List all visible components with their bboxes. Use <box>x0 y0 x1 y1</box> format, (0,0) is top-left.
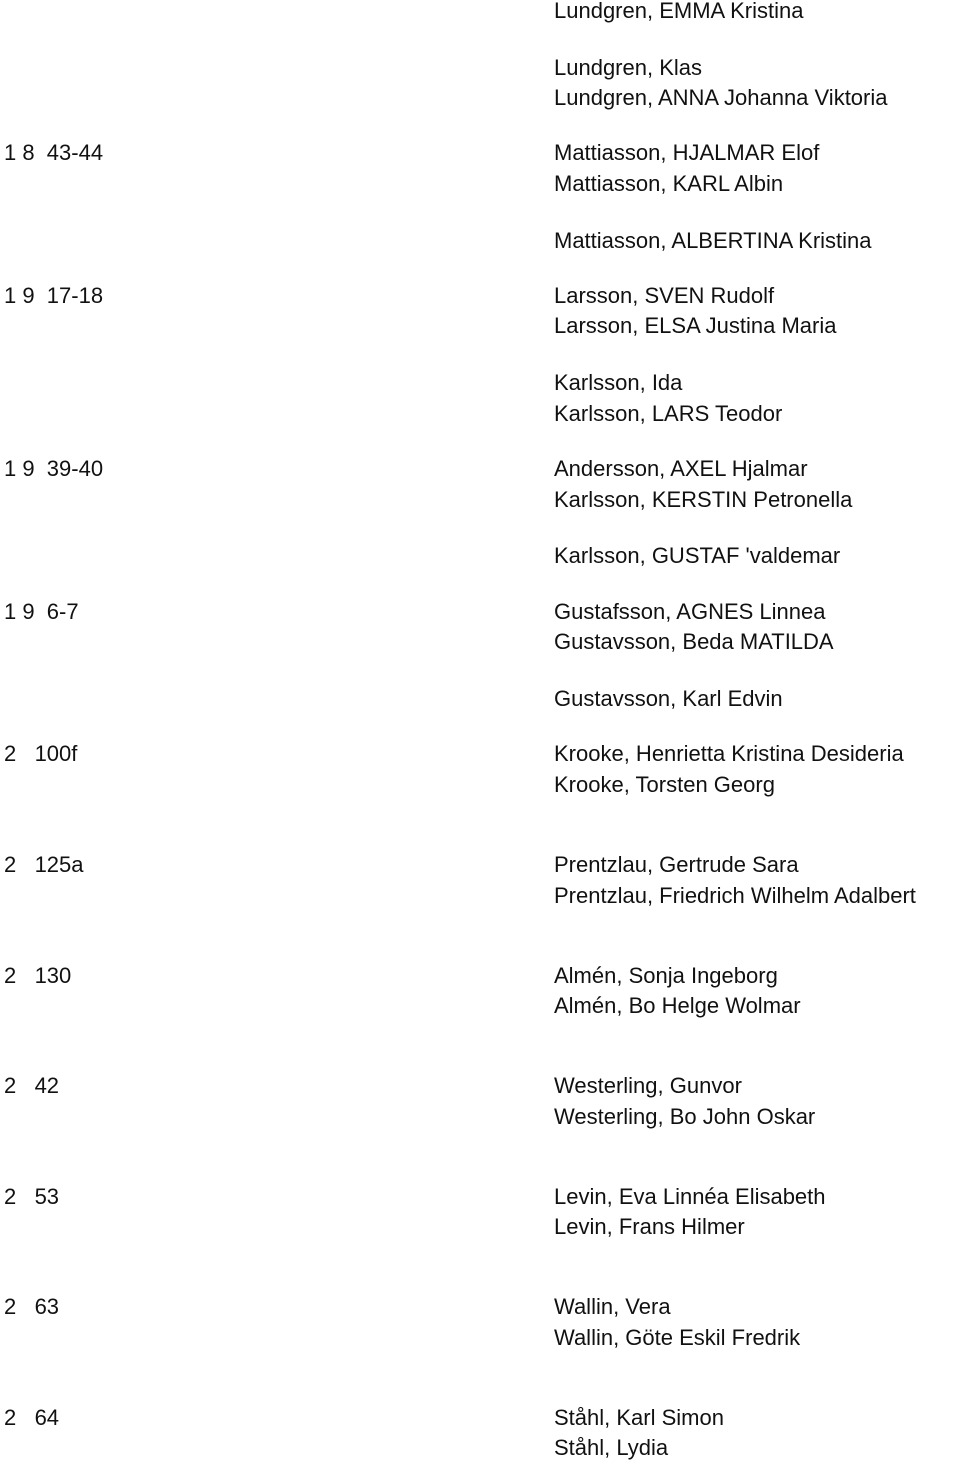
entry-name: Prentzlau, Gertrude Sara <box>554 852 799 877</box>
entry-name: Lundgren, EMMA Kristina <box>554 0 804 23</box>
entry-key: 2 63 <box>4 1294 60 1319</box>
entry-name: Ståhl, Karl Simon <box>554 1405 724 1430</box>
entry-name: Krooke, Torsten Georg <box>554 772 775 797</box>
entry-name: Larsson, SVEN Rudolf <box>554 283 775 308</box>
entry-name: Prentzlau, Friedrich Wilhelm Adalbert <box>554 883 916 908</box>
entry-name: Levin, Frans Hilmer <box>554 1214 745 1239</box>
entry-name: Almén, Bo Helge Wolmar <box>554 993 801 1018</box>
entry-key: 1 8 43-44 <box>4 140 104 165</box>
entry-name: Mattiasson, ALBERTINA Kristina <box>554 228 872 253</box>
entry-name: Gustavsson, Beda MATILDA <box>554 629 834 654</box>
entry-name: Karlsson, KERSTIN Petronella <box>554 487 853 512</box>
entry-name: Levin, Eva Linnéa Elisabeth <box>554 1184 826 1209</box>
entry-name: Lundgren, ANNA Johanna Viktoria <box>554 85 888 110</box>
entry-name: Krooke, Henrietta Kristina Desideria <box>554 741 904 766</box>
entry-key: 2 130 <box>4 963 72 988</box>
entry-name: Mattiasson, KARL Albin <box>554 171 784 196</box>
entry-name: Karlsson, LARS Teodor <box>554 401 783 426</box>
entry-key: 2 125a <box>4 852 84 877</box>
entry-name: Karlsson, GUSTAF 'valdemar <box>554 543 841 568</box>
entry-key: 2 53 <box>4 1184 60 1209</box>
entry-key: 1 9 39-40 <box>4 456 104 481</box>
entry-name: Larsson, ELSA Justina Maria <box>554 313 837 338</box>
entry-key: 1 9 6-7 <box>4 599 79 624</box>
entry-name: Lundgren, Klas <box>554 55 702 80</box>
entry-name: Westerling, Bo John Oskar <box>554 1104 816 1129</box>
entry-key: 2 100f <box>4 741 78 766</box>
entry-name: Ståhl, Lydia <box>554 1435 669 1460</box>
entry-name: Gustavsson, Karl Edvin <box>554 686 783 711</box>
entry-name: Wallin, Vera <box>554 1294 671 1319</box>
entry-name: Mattiasson, HJALMAR Elof <box>554 140 820 165</box>
entry-name: Westerling, Gunvor <box>554 1073 742 1098</box>
entry-name: Karlsson, Ida <box>554 370 683 395</box>
entry-name: Gustafsson, AGNES Linnea <box>554 599 826 624</box>
entry-key: 2 64 <box>4 1405 60 1430</box>
entry-key: 2 42 <box>4 1073 60 1098</box>
entry-name: Wallin, Göte Eskil Fredrik <box>554 1325 801 1350</box>
entry-name: Almén, Sonja Ingeborg <box>554 963 778 988</box>
entry-name: Andersson, AXEL Hjalmar <box>554 456 808 481</box>
entry-key: 1 9 17-18 <box>4 283 104 308</box>
